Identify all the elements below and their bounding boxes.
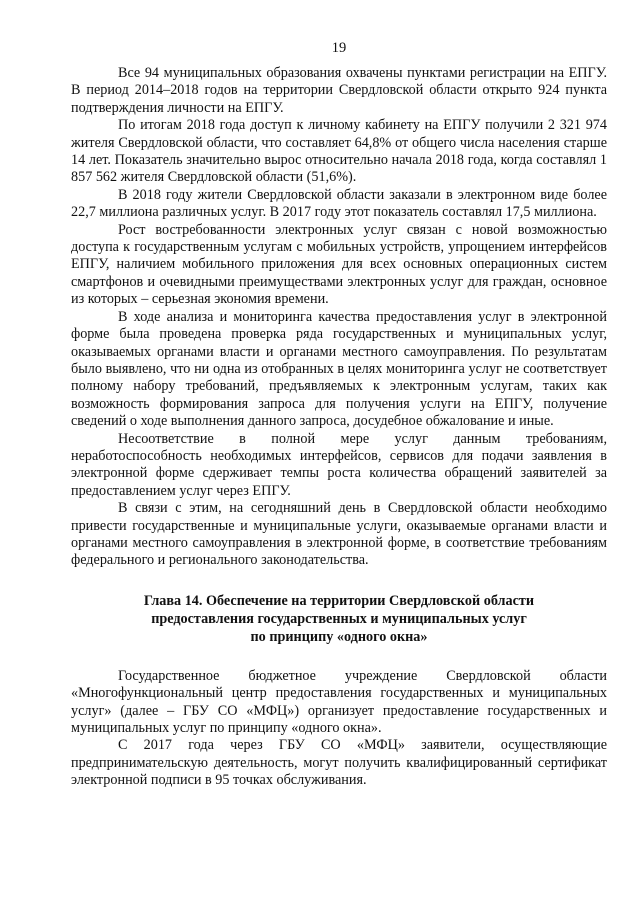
chapter-heading-line: предоставления государственных и муниципальных услуг [151, 610, 527, 627]
paragraph: В связи с этим, на сегодняшний день в Свердловской области необходимо привести государственные и муниципальные услуги, оказываемые органами власти и органами местного самоуправления в электронной форме, в соответствие требованиям федерального и регионального законодательства. [71, 500, 607, 569]
paragraph: С 2017 года через ГБУ СО «МФЦ» заявители, осуществляющие предпринимательскую деятельность, могут получить квалифицированный сертификат электронной подписи в 95 точках обслуживания. [71, 737, 607, 789]
paragraph: В 2018 году жители Свердловской области заказали в электронном виде более 22,7 миллиона различных услуг. В 2017 году этот показатель составлял 17,5 миллиона. [71, 186, 607, 221]
chapter-heading-line: Глава 14. Обеспечение на территории Свердловской области [143, 592, 535, 609]
paragraph: Рост востребованности электронных услуг связан с новой возможностью доступа к государственным услугам с мобильных устройств, упрощением интерфейсов ЕПГУ, наличием мобильного приложения для всех основных операционных систем смартфонов и очевидными преимуществами электронных услуг для граждан, основное из которых – серьезная экономия времени. [71, 221, 607, 308]
paragraph: Все 94 муниципальных образования охвачены пунктами регистрации на ЕПГУ. В период 2014–2018 годов на территории Свердловской области открыто 924 пункта подтверждения личности на ЕПГУ. [71, 65, 607, 116]
paragraph: В ходе анализа и мониторинга качества предоставления услуг в электронной форме была проведена проверка ряда государственных и муниципальных услуг, оказываемых органами власти и органами местного самоуправления. По результатам было выявлено, что ни одна из отобранных в целях мониторинга услуг не соответствует полному набору требований, предъявляемых к электронным услугам, таких как возможность формирования запроса для получения услуги на ЕПГУ, получение сведений о ходе выполнения данного запроса, досудебное обжалование и иные. [71, 308, 607, 430]
chapter-heading [71, 592, 607, 646]
page-number: 19 [331, 40, 347, 56]
paragraph: По итогам 2018 года доступ к личному кабинету на ЕПГУ получили 2 321 974 жителя Свердловской области, что составляет 64,8% от общего числа населения старше 14 лет. Показатель значительно вырос относительно начала 2018 года, когда составлял 1 857 562 жителя Свердловской области (51,6%). [71, 117, 607, 186]
chapter-heading-line: по принципу «одного окна» [250, 628, 428, 645]
paragraph: Несоответствие в полной мере услуг данным требованиям, неработоспособность необходимых интерфейсов, сервисов для подачи заявления в электронной форме сдерживает темпы роста количества обращений заявителей за предоставлением услуг через ЕПГУ. [71, 430, 607, 499]
paragraph: Государственное бюджетное учреждение Свердловской области «Многофункциональный центр предоставления государственных и муниципальных услуг» (далее – ГБУ СО «МФЦ») организует предоставление государственных и муниципальных услуг по принципу «одного окна». [71, 667, 607, 736]
